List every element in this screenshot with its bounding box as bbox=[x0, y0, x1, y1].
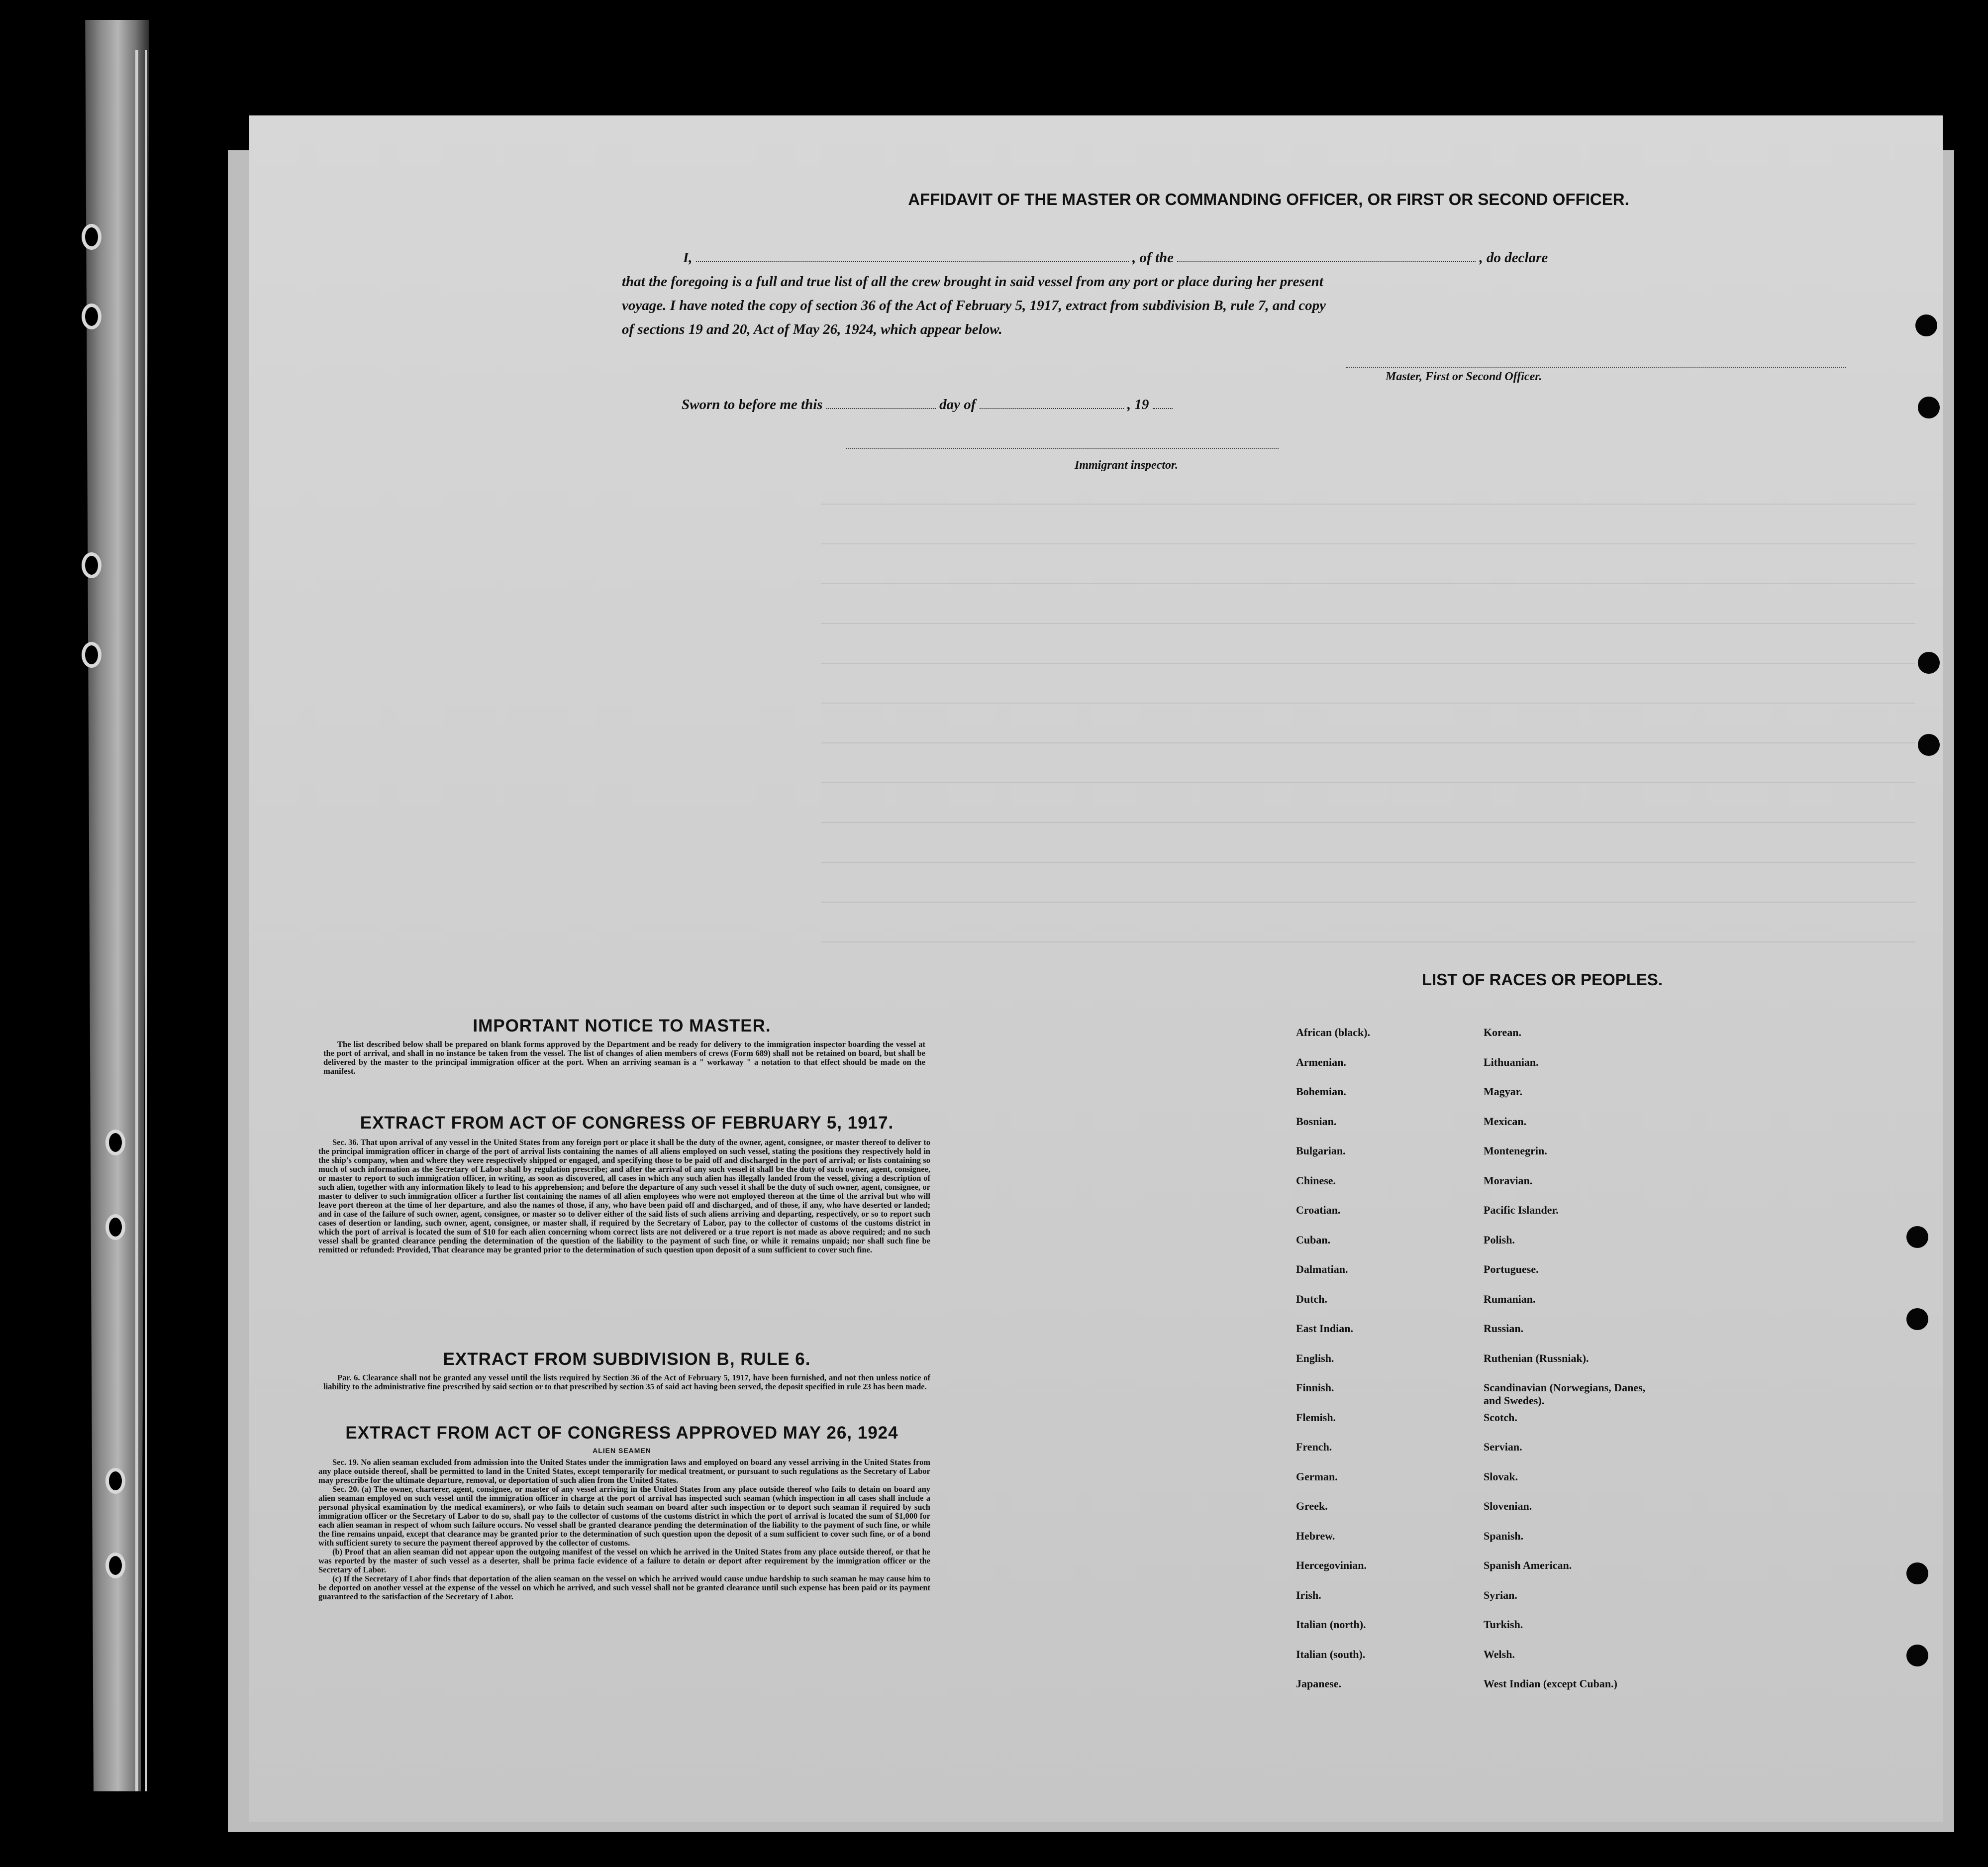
manifest-page bbox=[249, 115, 1943, 1822]
binder-spine bbox=[80, 20, 149, 1791]
race-item: Bulgarian. bbox=[1296, 1144, 1346, 1157]
race-item: Chinese. bbox=[1296, 1174, 1336, 1187]
race-item: Syrian. bbox=[1484, 1588, 1517, 1601]
race-item: Scandinavian (Norwegians, Danes, and Swedes). bbox=[1484, 1381, 1646, 1407]
race-item: Dutch. bbox=[1296, 1292, 1327, 1305]
master-signature-line[interactable] bbox=[1346, 367, 1846, 368]
binder-ring bbox=[82, 642, 101, 668]
race-item: Lithuanian. bbox=[1484, 1055, 1539, 1068]
race-item: Montenegrin. bbox=[1484, 1144, 1547, 1157]
bleed-row bbox=[821, 563, 1915, 584]
section-20a-text: Sec. 20. (a) The owner, charterer, agent, consignee, or master of any vessel arriving in the United States from any place outside thereof who fails to detain on board any alien seaman employed on such vessel until the immigration officer in charge at the port of arrival has inspected such seaman (which inspection in all cases shall include a personal physical examination by the medical examiners), or who fails to detain such seaman on board after such inspection or to deport such seaman if required by such immigration officer or the Secretary of Labor to do so, shall pay to the collector of customs of the customs district in which the port of arrival is located the sum of $1,000 for each alien seaman in respect of whom such failure occurs. No vessel shall be granted clearance pending the determination of the liability to the payment of such fine, or while the fine remains unpaid, except that clearance may be granted prior to the determination of such question upon the deposit of a sum sufficient to cover such fine, or of a bond with sufficient surety to secure the payment thereof approved by the collector of customs. bbox=[318, 1484, 930, 1548]
binder-ring bbox=[105, 1468, 125, 1494]
race-item: Bosnian. bbox=[1296, 1115, 1337, 1128]
punch-hole bbox=[1906, 1645, 1928, 1666]
binder-ring bbox=[105, 1214, 125, 1240]
race-item: Hercegovinian. bbox=[1296, 1559, 1367, 1571]
race-item: Slovak. bbox=[1484, 1470, 1518, 1483]
punch-hole bbox=[1906, 1226, 1928, 1248]
race-item: English. bbox=[1296, 1351, 1334, 1364]
sworn-month-blank[interactable] bbox=[980, 408, 1124, 409]
race-item: Spanish American. bbox=[1484, 1559, 1572, 1571]
race-item: Irish. bbox=[1296, 1588, 1321, 1601]
sworn-line bbox=[682, 397, 1173, 413]
sworn-year-blank[interactable] bbox=[1153, 408, 1173, 409]
race-item: Ruthenian (Russniak). bbox=[1484, 1351, 1589, 1364]
race-item: Mexican. bbox=[1484, 1115, 1527, 1128]
extract-1917-body bbox=[318, 1138, 930, 1254]
section-36-text: Sec. 36. That upon arrival of any vessel in the United States from any foreign port or place it shall be the duty of the owner, agent, consignee, or master thereof to deliver to the principal immigration officer in charge of the port of arrival lists containing the names of all aliens employed on such vessel, stating the positions they respectively hold in the ship's company, when and where they were respectively shipped or engaged, and specifying those to be paid off and discharged in the port of arrival; or lists containing so much of such information as the Secretary of Labor shall by regulation prescribe; and after the arrival of any such vessel it shall be the duty of such owner, agent, consignee, or master to report to such immigration officer, in writing, as soon as discovered, all cases in which any such alien has illegally landed from the vessel, giving a description of such alien, together with any information likely to lead to his apprehension; and before the departure of any such vessel it shall be the duty of such owner, agent, consignee, or master to deliver to such immigration officer a further list containing the names of all alien employees who were not employed thereon at the time of the arrival but who will leave port thereon at the time of her departure, and also the names of those, if any, who have been paid off and discharged, and of those, if any, who have deserted or landed; and in case of the failure of such owner, agent, consignee, or master so to deliver either of the said lists of such aliens arriving and departing, respectively, or so to report such cases of desertion or landing, such owner, agent, consignee, or master shall, if required by the Secretary of Labor, pay to the collector of customs of the customs district in which the port of arrival is located the sum of $10 for each alien concerning whom correct lists are not delivered or a true report is not made as above required; and no such vessel shall be granted clearance pending the determination of the question of the liability to the payment of such fine, or while it remains unpaid; nor shall such fine be remitted or refunded: Provided, That clearance may be granted prior to the determination of such question upon deposit of a sum sufficient to cover such fine. bbox=[318, 1138, 930, 1254]
alien-seamen-subtitle: ALIEN SEAMEN bbox=[593, 1447, 651, 1454]
notice-title: IMPORTANT NOTICE TO MASTER. bbox=[473, 1016, 771, 1036]
par-6-text: Par. 6. Clearance shall not be granted any vessel until the lists required by Section 36 of the Act of February 5, 1917, have been furnished, and not then unless notice of liability to the administrative fine prescribed by said section or to that prescribed by section 35 of said act having been served, the deposit specified in rule 23 has been made. bbox=[323, 1373, 930, 1391]
punch-hole bbox=[1906, 1308, 1928, 1330]
affidavit-do-declare: , do declare bbox=[1479, 250, 1548, 266]
race-item: Italian (south). bbox=[1296, 1648, 1366, 1660]
extract-rule6-title: EXTRACT FROM SUBDIVISION B, RULE 6. bbox=[443, 1349, 811, 1369]
race-item: Dalmatian. bbox=[1296, 1263, 1348, 1275]
inspector-signature-line[interactable] bbox=[846, 448, 1279, 449]
race-item: French. bbox=[1296, 1441, 1332, 1453]
bleed-row bbox=[821, 842, 1915, 863]
race-item: Slovenian. bbox=[1484, 1500, 1532, 1512]
race-item: African (black). bbox=[1296, 1026, 1371, 1038]
race-item: Flemish. bbox=[1296, 1411, 1336, 1424]
race-item: Spanish. bbox=[1484, 1529, 1524, 1542]
spine-edge-line bbox=[145, 50, 147, 1791]
bleed-row bbox=[821, 484, 1915, 505]
race-item: Croatian. bbox=[1296, 1204, 1341, 1216]
affidavit-line-3: voyage. I have noted the copy of section 36 of the Act of February 5, 1917, extract from subdivision B, rule 7, and copy bbox=[622, 298, 1326, 313]
race-item: Scotch. bbox=[1484, 1411, 1517, 1424]
punch-hole bbox=[1918, 397, 1940, 418]
spine-edge-line bbox=[135, 50, 138, 1791]
race-item: East Indian. bbox=[1296, 1322, 1353, 1335]
races-title: LIST OF RACES OR PEOPLES. bbox=[1421, 970, 1663, 989]
race-item: Armenian. bbox=[1296, 1055, 1346, 1068]
bleed-row bbox=[821, 882, 1915, 903]
bleed-handwriting bbox=[1552, 1011, 1559, 1024]
race-item: Moravian. bbox=[1484, 1174, 1533, 1187]
race-item: Turkish. bbox=[1484, 1618, 1523, 1631]
name-blank[interactable] bbox=[696, 261, 1129, 262]
race-item: Welsh. bbox=[1484, 1648, 1515, 1660]
sworn-day-of: day of bbox=[939, 397, 976, 413]
extract-1924-title: EXTRACT FROM ACT OF CONGRESS APPROVED MAY 26, 1924 bbox=[345, 1423, 898, 1443]
race-item: Korean. bbox=[1484, 1026, 1521, 1038]
race-item: Russian. bbox=[1484, 1322, 1524, 1335]
notice-text: The list described below shall be prepared on blank forms approved by the Department and be ready for delivery to the immigration inspector boarding the vessel at the port of arrival, and shall in no instance be taken from the vessel. The list of changes of alien members of crews (Form 689) shall not be retained on board, but shall be delivered by the master to the principal immigration officer at the port. When an arriving seaman is a " workaway " a notation to that effect should be made on the manifest. bbox=[323, 1039, 925, 1076]
bleed-row bbox=[821, 603, 1915, 624]
binder-ring bbox=[82, 552, 101, 578]
inspector-label: Immigrant inspector. bbox=[1075, 459, 1179, 472]
race-item: Bohemian. bbox=[1296, 1085, 1346, 1098]
section-20c-text: (c) If the Secretary of Labor finds that deportation of the alien seaman on the vessel on which he arrived would cause undue hardship to such seaman he may cause him to be deported on another vessel at the expense of the vessel on which he arrived, and such vessel shall not be granted clearance until such expense has been paid or its payment guaranteed to the satisfaction of the Secretary of Labor. bbox=[318, 1574, 930, 1601]
race-item: Japanese. bbox=[1296, 1677, 1342, 1690]
affidavit-declaration-line bbox=[683, 250, 1548, 266]
affidavit-title: AFFIDAVIT OF THE MASTER OR COMMANDING OFFICER, OR FIRST OR SECOND OFFICER. bbox=[908, 190, 1629, 208]
sworn-year: , 19 bbox=[1127, 397, 1149, 413]
race-item: Finnish. bbox=[1296, 1381, 1334, 1394]
race-item: German. bbox=[1296, 1470, 1338, 1483]
race-item: Portuguese. bbox=[1484, 1263, 1539, 1275]
bleed-row bbox=[821, 762, 1915, 783]
binder-ring bbox=[82, 304, 101, 329]
notice-body bbox=[323, 1040, 925, 1076]
vessel-blank[interactable] bbox=[1177, 261, 1476, 262]
bleed-row bbox=[821, 523, 1915, 544]
affidavit-line-4: of sections 19 and 20, Act of May 26, 1924, which appear below. bbox=[622, 321, 1002, 337]
race-item: Italian (north). bbox=[1296, 1618, 1366, 1631]
affidavit-of-the: , of the bbox=[1132, 250, 1174, 266]
bleed-row bbox=[821, 683, 1915, 704]
race-item: West Indian (except Cuban.) bbox=[1484, 1677, 1617, 1690]
binder-ring bbox=[105, 1130, 125, 1155]
section-20b-text: (b) Proof that an alien seaman did not appear upon the outgoing manifest of the vessel on which he arrived in the United States from any place outside thereof, or that he was reported by the master of such vessel as a deserter, shall be prima facie evidence of a failure to detain or deport after requirement by the immigration officer or the Secretary of Labor. bbox=[318, 1547, 930, 1574]
punch-hole bbox=[1918, 652, 1940, 674]
race-item: Cuban. bbox=[1296, 1233, 1331, 1246]
race-item: Magyar. bbox=[1484, 1085, 1523, 1098]
master-signature-label: Master, First or Second Officer. bbox=[1386, 370, 1542, 383]
bleed-row bbox=[821, 723, 1915, 743]
race-item: Servian. bbox=[1484, 1441, 1522, 1453]
punch-hole bbox=[1918, 734, 1940, 756]
race-item: Polish. bbox=[1484, 1233, 1515, 1246]
bleed-row bbox=[821, 643, 1915, 664]
sworn-prefix: Sworn to before me this bbox=[682, 397, 823, 413]
extract-1924-body bbox=[318, 1458, 930, 1601]
bleed-row bbox=[821, 922, 1915, 942]
sworn-date-blank[interactable] bbox=[826, 408, 936, 409]
race-item: Pacific Islander. bbox=[1484, 1204, 1559, 1216]
punch-hole bbox=[1915, 314, 1937, 336]
affidavit-i: I, bbox=[683, 250, 693, 266]
punch-hole bbox=[1906, 1562, 1928, 1584]
race-item: Greek. bbox=[1296, 1500, 1328, 1512]
bleed-row bbox=[821, 802, 1915, 823]
race-item: Rumanian. bbox=[1484, 1292, 1536, 1305]
affidavit-line-2: that the foregoing is a full and true list of all the crew brought in said vessel from any port or place during her present bbox=[622, 274, 1323, 290]
extract-rule6-body bbox=[323, 1373, 930, 1391]
section-19-text: Sec. 19. No alien seaman excluded from admission into the United States under the immigration laws and employed on board any vessel arriving in the United States from any place outside thereof, shall be permitted to land in the United States, except temporarily for medical treatment, or pursuant to such regulations as the Secretary of Labor may prescribe for the ultimate departure, removal, or deportation of such alien from the United States. bbox=[318, 1457, 930, 1485]
binder-ring bbox=[82, 224, 101, 250]
binder-ring bbox=[105, 1553, 125, 1578]
extract-1917-title: EXTRACT FROM ACT OF CONGRESS OF FEBRUARY 5, 1917. bbox=[360, 1113, 894, 1133]
race-item: Hebrew. bbox=[1296, 1529, 1335, 1542]
